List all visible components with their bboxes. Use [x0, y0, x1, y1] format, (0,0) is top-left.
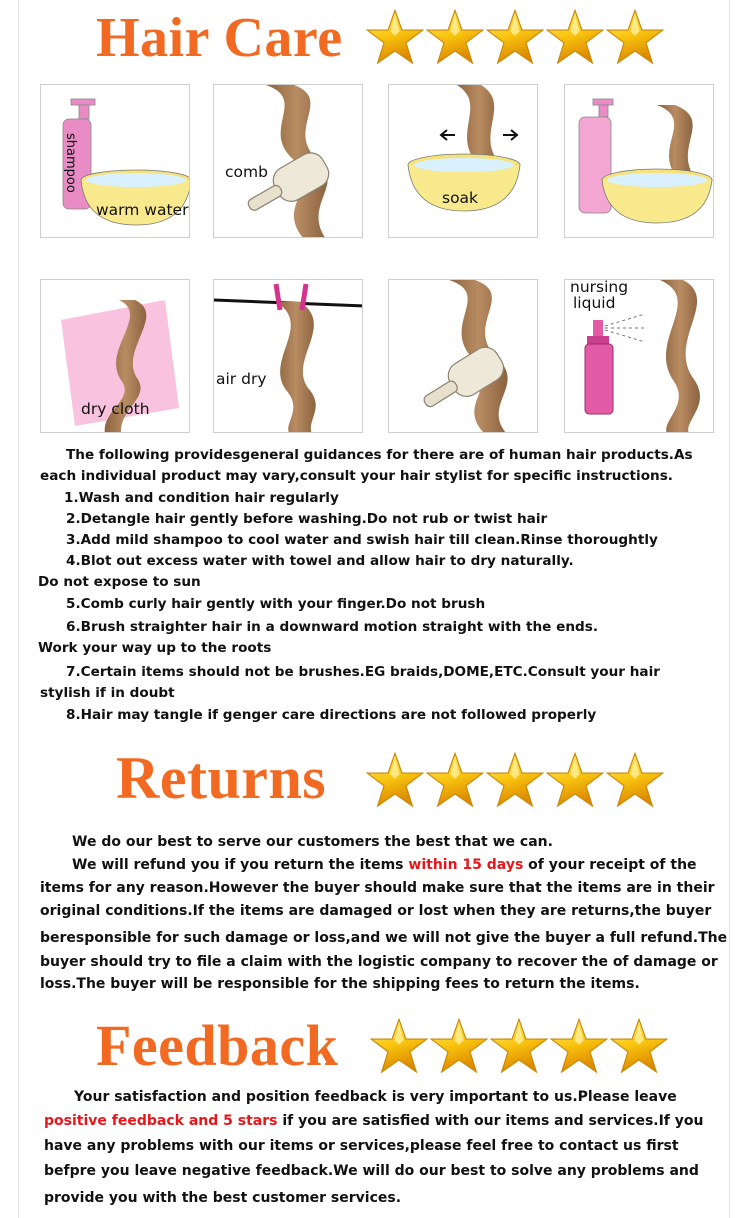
step-dry-cloth-label: dry cloth — [81, 400, 150, 418]
air-dry-icon — [214, 280, 363, 433]
care-item-6: 6.Brush straighter hair in a downward motion straight with the ends. — [66, 619, 598, 635]
care-item-7: 7.Certain items should not be brushes.EG braids,DOME,ETC.Consult your hair — [66, 664, 660, 680]
hair-care-title: Hair Care — [96, 7, 343, 69]
star-icon — [430, 1018, 488, 1074]
feedback-request: positive feedback and 5 stars — [44, 1113, 278, 1129]
star-icon — [366, 752, 424, 808]
returns-rating — [366, 752, 664, 808]
feedback-line-4: befpre you leave negative feedback.We will do our best to solve any problems and — [44, 1163, 699, 1179]
star-icon — [426, 752, 484, 808]
feedback-line-5: provide you with the best customer services. — [44, 1190, 402, 1206]
returns-line-4: original conditions.If the items are damaged or lost when they are returns,the buyer — [40, 903, 712, 919]
star-icon — [546, 9, 604, 65]
star-icon — [546, 752, 604, 808]
care-item-6-cont: Work your way up to the roots — [38, 640, 272, 656]
care-item-3: 3.Add mild shampoo to cool water and swish hair till clean.Rinse thoroughtly — [66, 532, 658, 548]
care-item-8: 8.Hair may tangle if genger care directions are not followed properly — [66, 707, 597, 723]
step-rinse — [564, 84, 714, 238]
star-icon — [610, 1018, 668, 1074]
star-icon — [366, 9, 424, 65]
step-nursing-liquid — [564, 279, 714, 433]
star-icon — [426, 9, 484, 65]
star-icon — [606, 752, 664, 808]
feedback-rating — [370, 1018, 668, 1074]
star-icon — [486, 9, 544, 65]
returns-line-5: beresponsible for such damage or loss,and we will not give the buyer a full refund.The — [40, 930, 728, 946]
returns-line-3: items for any reason.However the buyer should make sure that the items are in their — [40, 880, 715, 896]
brush-hair-icon — [389, 280, 538, 433]
returns-line-7: loss.The buyer will be responsible for the shipping fees to return the items. — [40, 976, 640, 992]
returns-line-6: buyer should try to file a claim with the logistic company to recover the of damage or — [40, 954, 718, 970]
feedback-line-1: Your satisfaction and position feedback is very important to us.Please leave — [74, 1089, 677, 1105]
care-item-4-cont: Do not expose to sun — [38, 574, 201, 590]
care-intro-line-2: each individual product may vary,consult your hair stylist for specific instructions. — [40, 468, 673, 484]
care-item-5: 5.Comb curly hair gently with your finger.Do not brush — [66, 596, 486, 612]
care-item-1: 1.Wash and condition hair regularly — [64, 490, 339, 506]
step-comb-label: comb — [225, 163, 268, 181]
step-nursing-label-2: liquid — [573, 294, 616, 312]
star-icon — [370, 1018, 428, 1074]
care-item-2: 2.Detangle hair gently before washing.Do not rub or twist hair — [66, 511, 548, 527]
step-brush — [388, 279, 538, 433]
step-air-dry-label: air dry — [216, 370, 267, 388]
feedback-title: Feedback — [96, 1013, 339, 1078]
returns-title: Returns — [116, 745, 327, 811]
returns-line-1: We do our best to serve our customers the best that we can. — [72, 834, 553, 850]
feedback-line-2: positive feedback and 5 stars if you are satisfied with our items and services.If you — [44, 1113, 704, 1129]
star-icon — [486, 752, 544, 808]
step-nursing-label-1: nursing — [570, 279, 629, 296]
step-comb — [213, 84, 363, 238]
step-soak-label: soak — [442, 189, 479, 207]
care-intro-line-1: The following providesgeneral guidances for there are of human hair products.As — [66, 447, 693, 463]
care-item-7-cont: stylish if in doubt — [40, 685, 175, 701]
step-soak — [388, 84, 538, 238]
returns-line-2: We will refund you if you return the items within 15 days of your receipt of the — [72, 857, 697, 873]
star-icon — [490, 1018, 548, 1074]
step-air-dry — [213, 279, 363, 433]
step-shampoo-label: shampoo — [63, 133, 78, 193]
refund-window: within 15 days — [408, 857, 524, 873]
step-dry-cloth — [40, 279, 190, 433]
soak-bowl-icon — [389, 85, 538, 238]
feedback-line-3: have any problems with our items or services,please feel free to contact us first — [44, 1138, 679, 1154]
star-icon — [550, 1018, 608, 1074]
comb-hair-icon — [214, 85, 363, 238]
hair-care-rating — [366, 9, 664, 65]
star-icon — [606, 9, 664, 65]
step-warm-water-label: warm water — [96, 201, 189, 219]
step-shampoo-warm-water — [40, 84, 190, 238]
rinse-bowl-icon — [565, 85, 714, 238]
care-item-4: 4.Blot out excess water with towel and allow hair to dry naturally. — [66, 553, 574, 569]
